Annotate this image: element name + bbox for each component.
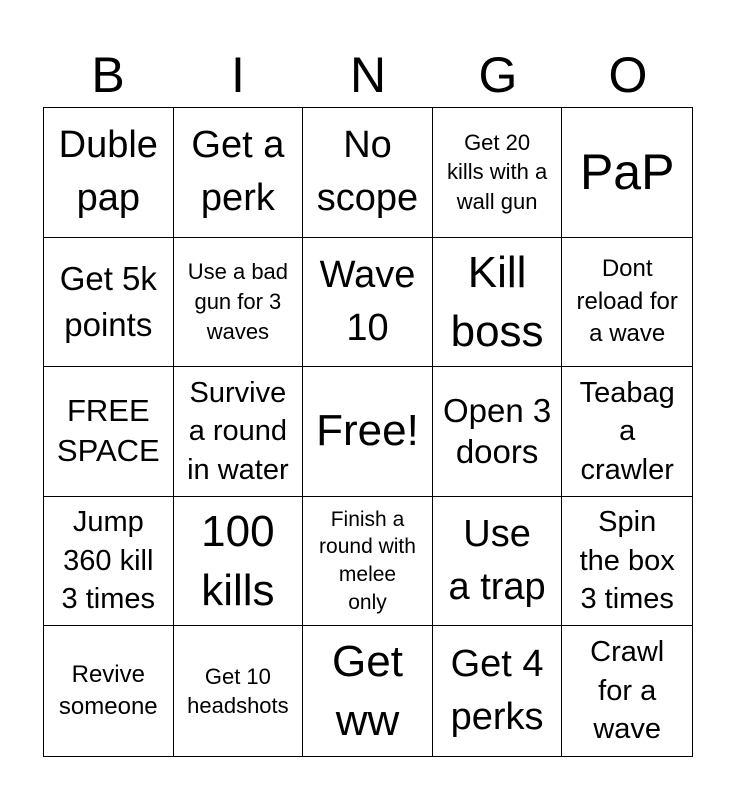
bingo-cell[interactable] bbox=[174, 108, 304, 238]
cell-text: Get a perk bbox=[191, 124, 285, 220]
bingo-cell[interactable] bbox=[562, 108, 692, 238]
bingo-cell[interactable] bbox=[433, 497, 563, 627]
bingo-header bbox=[43, 44, 693, 106]
bingo-cell[interactable] bbox=[174, 626, 304, 756]
bingo-cell[interactable] bbox=[433, 367, 563, 497]
cell-text: Jump 360 kill 3 times bbox=[61, 506, 156, 616]
cell-text: Use a bad gun for 3 waves bbox=[187, 259, 289, 344]
bingo-cell[interactable] bbox=[433, 238, 563, 368]
cell-text: Get ww bbox=[332, 636, 403, 746]
cell-text: Free! bbox=[316, 406, 419, 456]
bingo-cell[interactable] bbox=[44, 367, 174, 497]
cell-text: Survive a round in water bbox=[187, 376, 289, 486]
header-letter-g: G bbox=[478, 47, 518, 103]
cell-text: Spin the box 3 times bbox=[579, 506, 675, 616]
bingo-cell[interactable] bbox=[303, 238, 433, 368]
cell-text: Use a trap bbox=[448, 512, 546, 609]
bingo-cell[interactable] bbox=[174, 497, 304, 627]
cell-text: Duble pap bbox=[58, 124, 158, 220]
bingo-cell[interactable] bbox=[174, 238, 304, 368]
bingo-cell[interactable] bbox=[44, 238, 174, 368]
cell-text: Get 20 kills with a wall gun bbox=[446, 129, 548, 215]
cell-text: Teabag a crawler bbox=[579, 376, 675, 486]
header-letter-o: O bbox=[608, 47, 648, 103]
cell-text: Get 4 perks bbox=[450, 643, 544, 739]
bingo-cell[interactable] bbox=[174, 367, 304, 497]
cell-text: Crawl for a wave bbox=[590, 636, 665, 746]
header-letter-i: I bbox=[231, 47, 245, 103]
header-letter-n: N bbox=[349, 47, 387, 103]
cell-text: Finish a round with melee only bbox=[319, 507, 416, 614]
bingo-cell[interactable] bbox=[303, 626, 433, 756]
bingo-cell[interactable] bbox=[562, 626, 692, 756]
cell-text: Get 10 headshots bbox=[187, 663, 289, 719]
header-letter-b: B bbox=[91, 47, 125, 103]
cell-text: Get 5k points bbox=[59, 259, 157, 343]
cell-text: No scope bbox=[316, 124, 419, 220]
cell-text: Revive someone bbox=[58, 660, 158, 721]
bingo-cell[interactable] bbox=[433, 108, 563, 238]
cell-text: PaP bbox=[579, 144, 675, 201]
bingo-cell[interactable] bbox=[562, 497, 692, 627]
bingo-cell[interactable] bbox=[303, 497, 433, 627]
bingo-board bbox=[43, 107, 693, 757]
cell-text: FREE SPACE bbox=[56, 393, 160, 469]
bingo-cell[interactable] bbox=[44, 626, 174, 756]
cell-text: Dont reload for a wave bbox=[576, 255, 678, 348]
bingo-cell[interactable] bbox=[303, 108, 433, 238]
cell-text: Open 3 doors bbox=[442, 392, 552, 471]
bingo-cell[interactable] bbox=[562, 367, 692, 497]
bingo-cell[interactable] bbox=[44, 497, 174, 627]
bingo-cell[interactable] bbox=[303, 367, 433, 497]
cell-text: Wave 10 bbox=[319, 253, 416, 349]
bingo-cell[interactable] bbox=[44, 108, 174, 238]
bingo-cell[interactable] bbox=[562, 238, 692, 368]
cell-text: Kill boss bbox=[450, 247, 544, 356]
cell-text: 100 kills bbox=[201, 506, 275, 616]
bingo-cell[interactable] bbox=[433, 626, 563, 756]
